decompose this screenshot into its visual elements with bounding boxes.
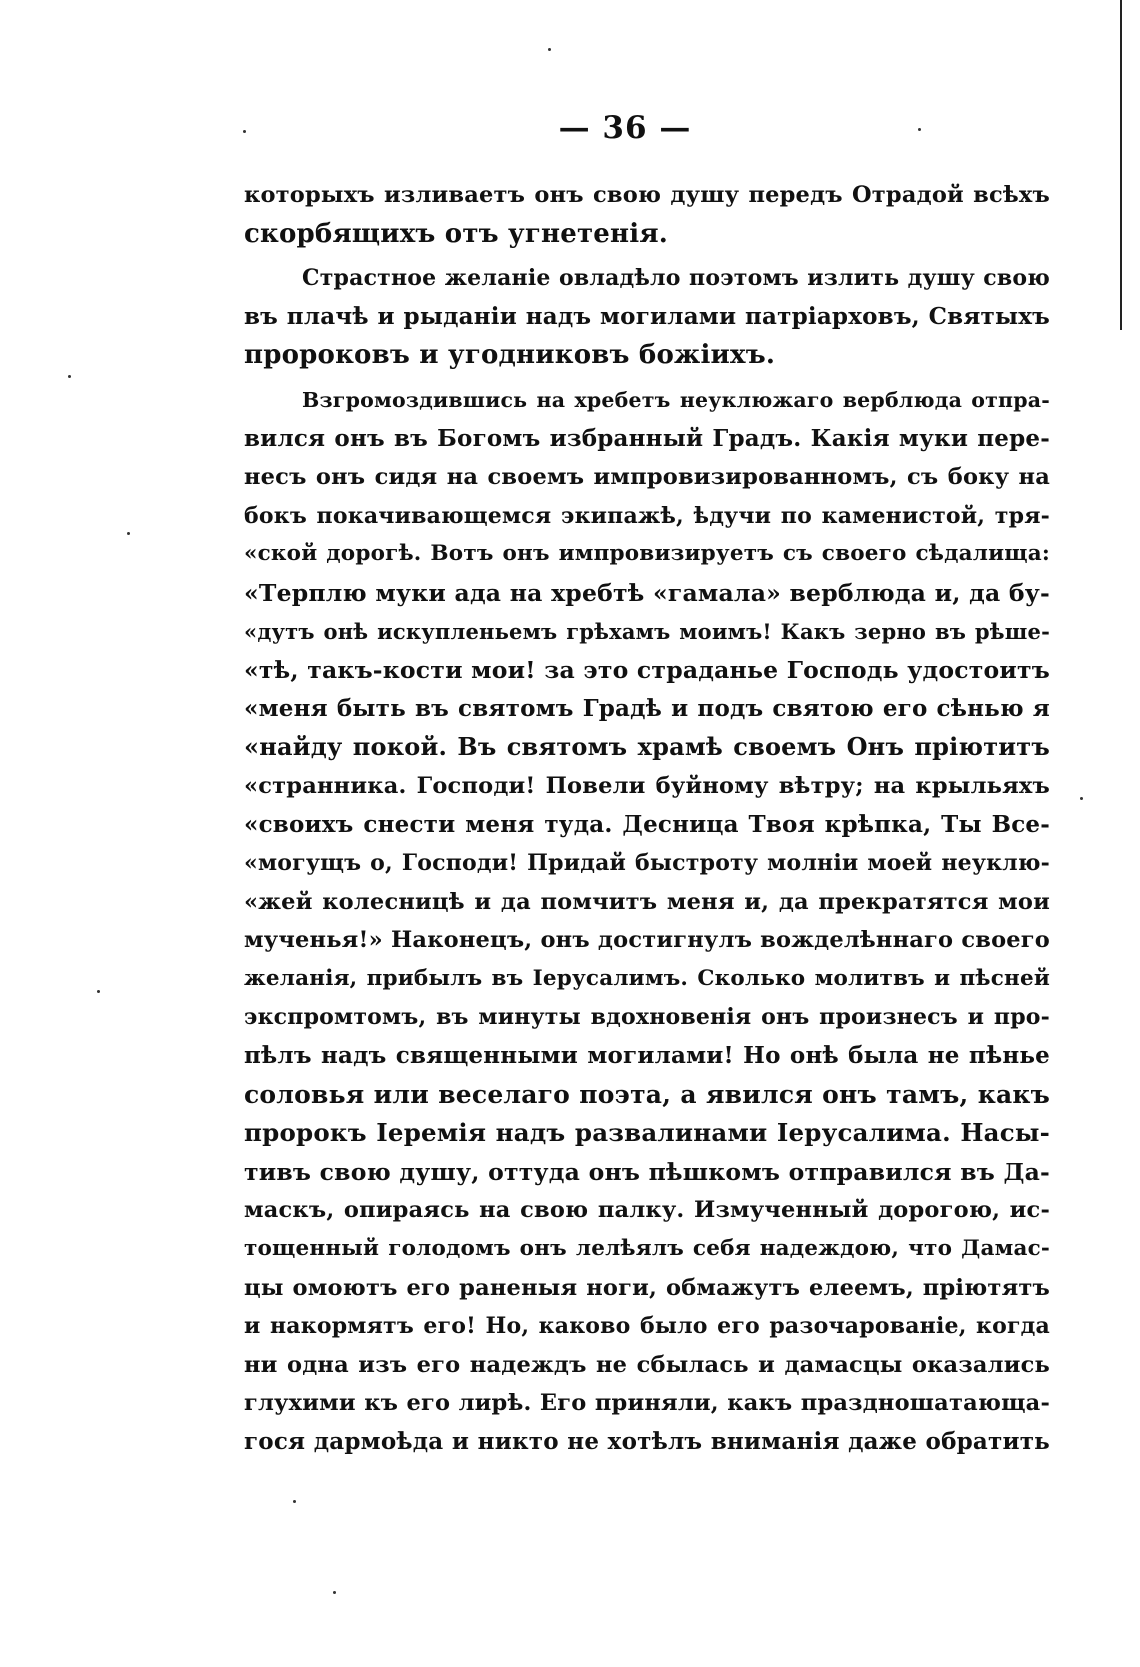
scan-speck — [548, 48, 551, 51]
text-line: «своихъ снести меня туда. Десница Твоя крѣпка, Ты Все- — [244, 810, 1050, 838]
scan-speck — [333, 1591, 336, 1594]
scan-speck — [127, 532, 130, 535]
text-line: «ской дорогѣ. Вотъ онъ импровизируетъ съ своего сѣдалища: — [244, 541, 1050, 567]
scan-speck — [918, 128, 921, 131]
text-line: ни одна изъ его надеждъ не сбылась и дамасцы оказались — [244, 1351, 1050, 1378]
text-line: пророковъ и угодниковъ божіихъ. — [244, 340, 776, 371]
scan-speck — [68, 375, 71, 378]
text-line: мученья!» Наконецъ, онъ достигнулъ вожделѣннаго своего — [244, 927, 1050, 954]
text-line: несъ онъ сидя на своемъ импровизированномъ, съ боку на — [244, 464, 1050, 491]
scan-speck — [97, 990, 100, 993]
text-line: Страстное желаніе овладѣло поэтомъ излить душу свою — [302, 265, 1050, 292]
text-line: пѣлъ надъ священными могилами! Но онѣ была не пѣнье — [244, 1042, 1050, 1070]
text-line: желанія, прибылъ въ Іерусалимъ. Сколько молитвъ и пѣсней — [244, 965, 1050, 991]
text-line: вился онъ въ Богомъ избранный Градъ. Какія муки пере- — [244, 424, 1050, 452]
text-line: тощенный голодомъ онъ лелѣялъ себя надеждою, что Дамас- — [244, 1236, 1050, 1262]
text-line: и накормятъ его! Но, каково было его разочарованіе, когда — [244, 1313, 1050, 1340]
scan-speck — [1080, 797, 1083, 800]
text-line: скорбящихъ отъ угнетенія. — [244, 218, 669, 249]
page-edge-line — [1120, 0, 1122, 330]
text-line: бокъ покачивающемся экипажѣ, ѣдучи по каменистой, тря- — [244, 502, 1050, 529]
text-line: глухими къ его лирѣ. Его приняли, какъ праздношатающа- — [244, 1390, 1050, 1417]
text-line: «Терплю муки ада на хребтѣ «гамала» верблюда и, да бу- — [244, 578, 1050, 607]
text-line: маскъ, опираясь на свою палку. Измученный дорогою, ис- — [244, 1197, 1050, 1224]
text-line: «могущъ о, Господи! Придай быстроту молніи моей неуклю- — [244, 850, 1050, 877]
text-line: «найду покой. Въ святомъ храмѣ своемъ Онъ пріютитъ — [244, 732, 1050, 762]
text-line: «дутъ онѣ искупленьемъ грѣхамъ моимъ! Какъ зерно въ рѣше- — [244, 618, 1050, 644]
text-line: тивъ свою душу, оттуда онъ пѣшкомъ отправился въ Да- — [244, 1157, 1050, 1186]
text-line: гося дармоѣда и никто не хотѣлъ вниманія даже обратить — [244, 1428, 1050, 1455]
scan-speck — [293, 1500, 296, 1503]
text-line: Взгромоздившись на хребетъ неуклюжаго верблюда отпра- — [302, 387, 1050, 412]
text-line: экспромтомъ, въ минуты вдохновенія онъ произнесъ и про- — [244, 1004, 1050, 1031]
text-line: пророкъ Іеремія надъ развалинами Іерусалима. Насы- — [244, 1118, 1050, 1148]
text-line: «тѣ, такъ-кости мои! за это страданье Господь удостоитъ — [244, 656, 1050, 685]
page-number: — 36 — — [558, 110, 692, 146]
text-line: соловья или веселаго поэта, а явился онъ тамъ, какъ — [244, 1079, 1050, 1109]
scan-speck — [243, 130, 246, 133]
text-line: «странника. Господи! Повели буйному вѣтру; на крыльяхъ — [244, 772, 1050, 799]
text-line: въ плачѣ и рыданіи надъ могилами патріарховъ, Святыхъ — [244, 302, 1050, 330]
text-line: которыхъ изливаетъ онъ свою душу передъ Отрадой всѣхъ — [244, 182, 1050, 208]
text-line: цы омоютъ его раненыя ноги, обмажутъ елеемъ, пріютятъ — [244, 1274, 1050, 1301]
text-line: «жей колесницѣ и да помчитъ меня и, да прекратятся мои — [244, 888, 1050, 915]
body-text — [244, 176, 1050, 1462]
text-line: «меня быть въ святомъ Градѣ и подъ святою его сѣнью я — [244, 694, 1050, 722]
